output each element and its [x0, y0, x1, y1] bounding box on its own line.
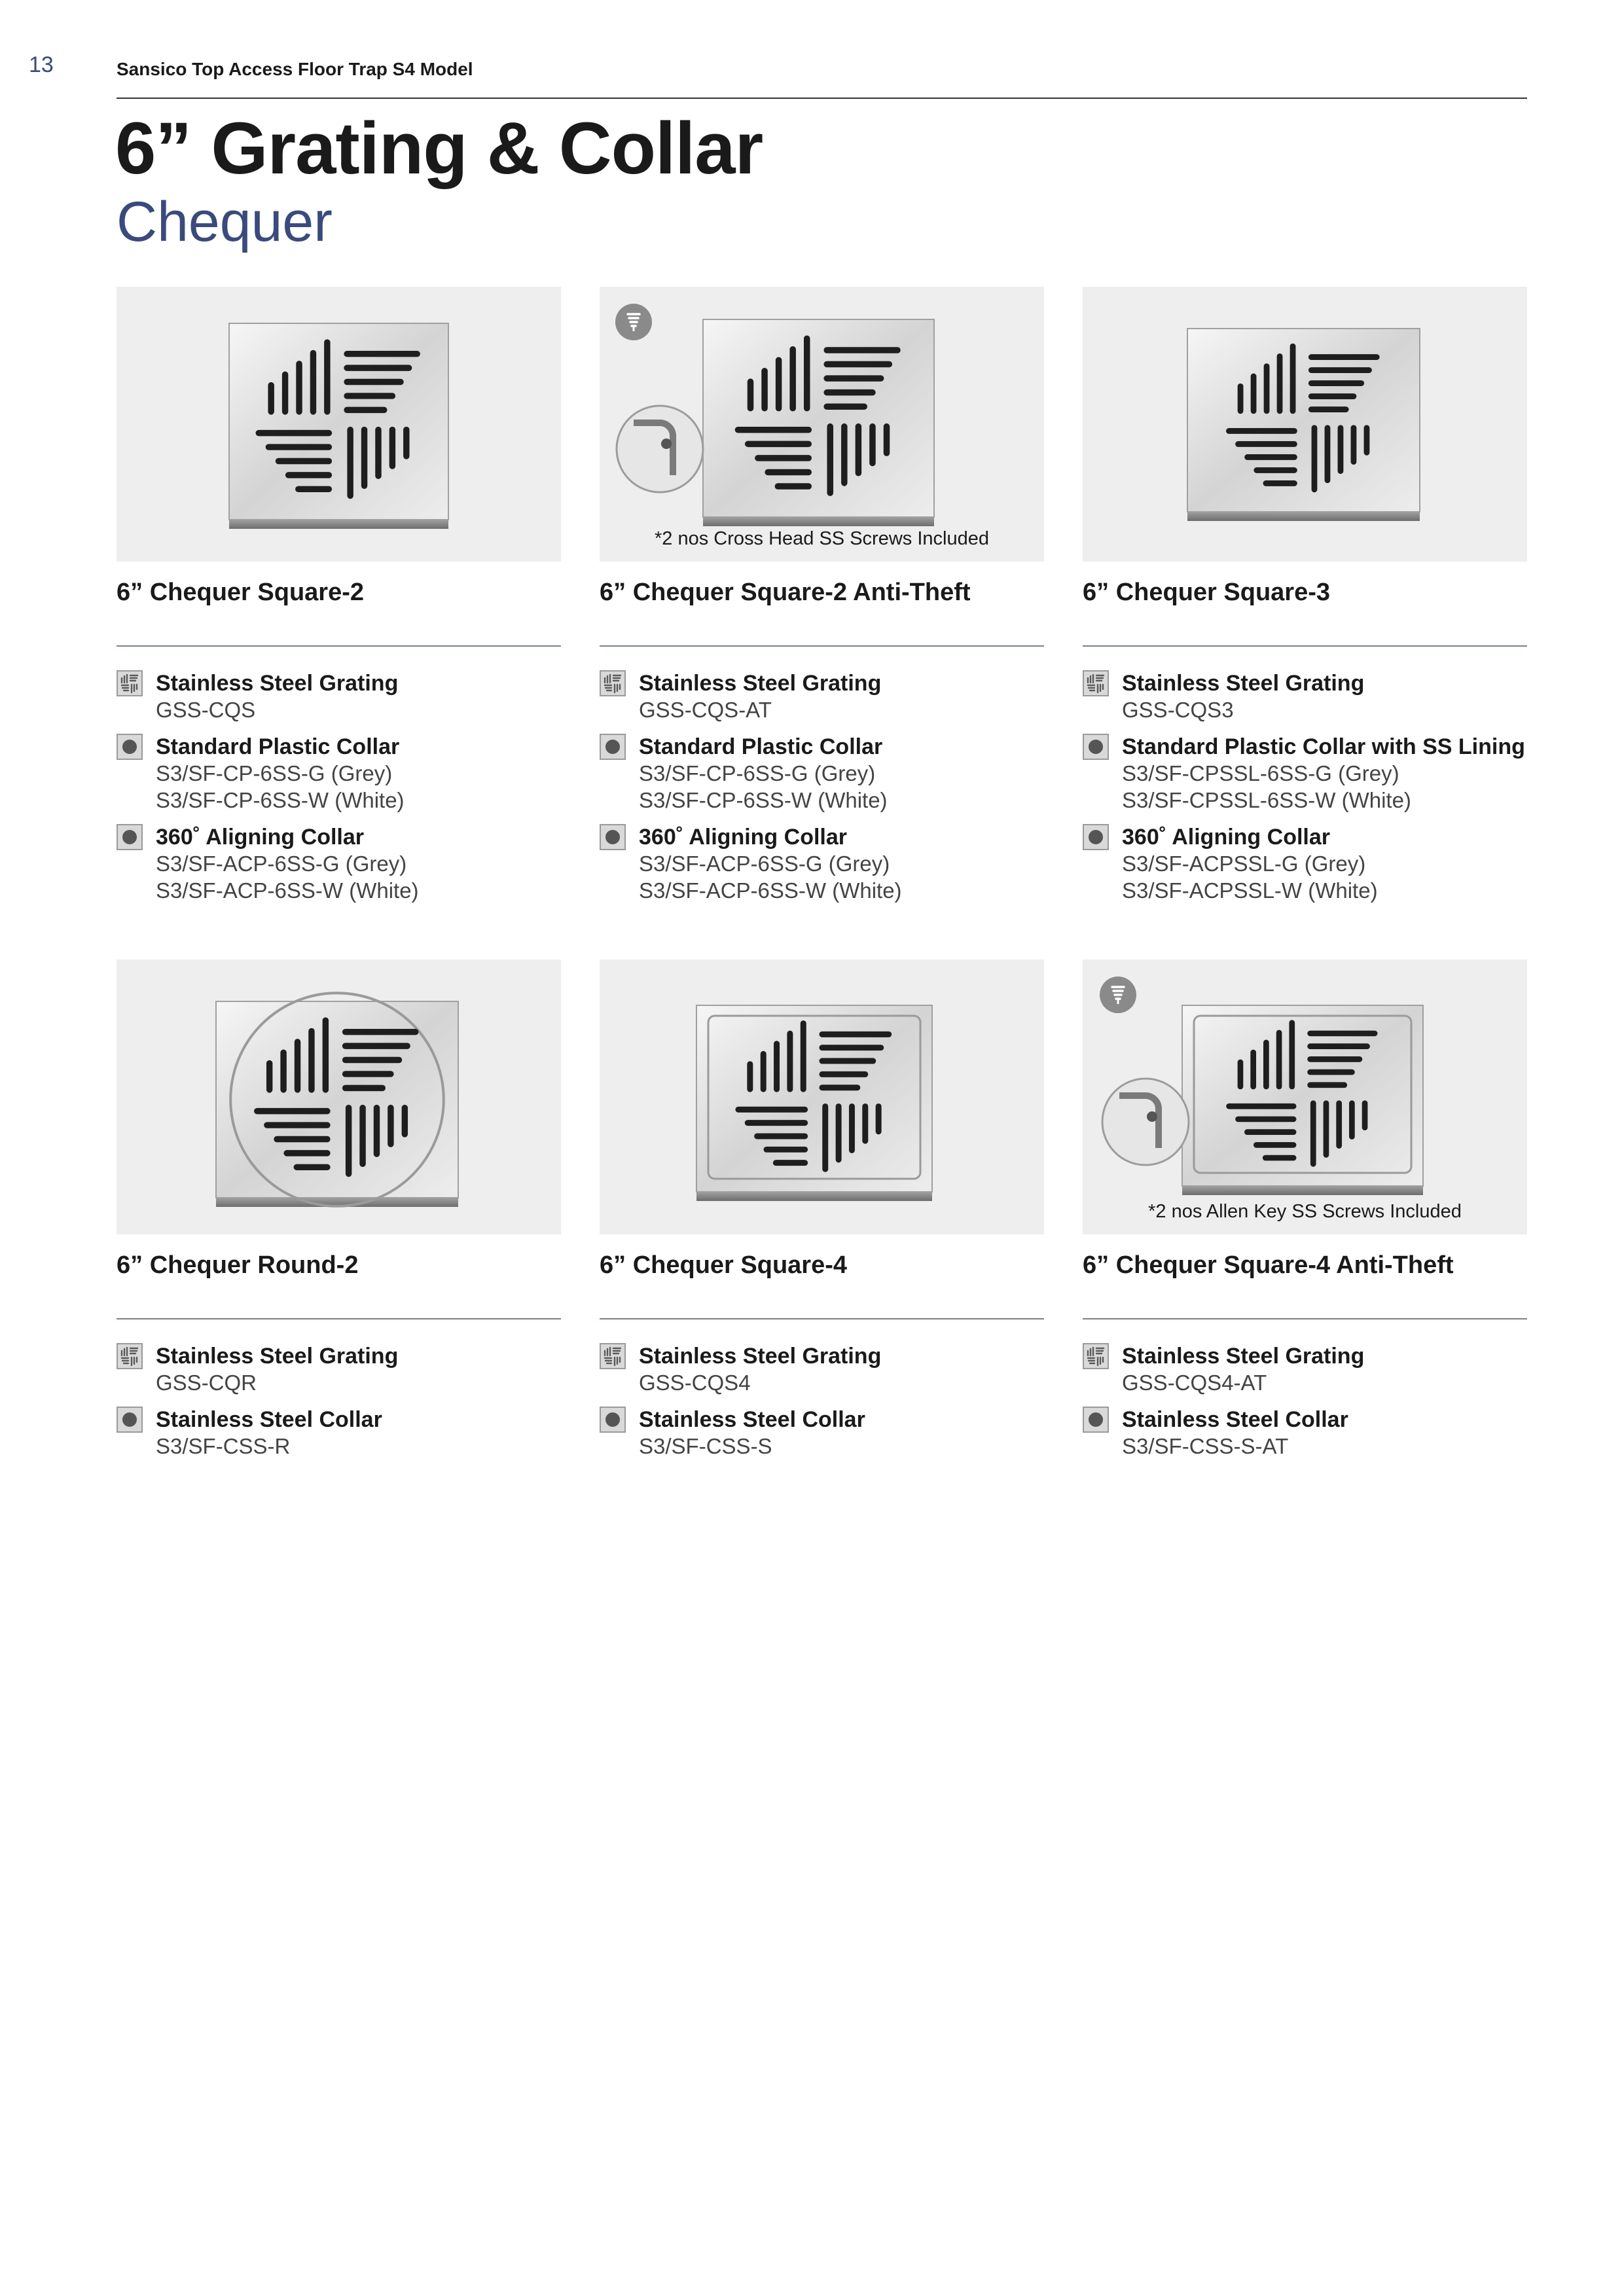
spec-label: 360˚ Aligning Collar — [156, 825, 365, 850]
card-divider — [117, 1318, 561, 1319]
spec-list — [117, 670, 561, 904]
grating-icon — [117, 670, 143, 696]
product-card — [600, 287, 1044, 914]
spec-item — [600, 1343, 1044, 1396]
spec-item — [117, 734, 561, 814]
spec-label: 360˚ Aligning Collar — [639, 825, 848, 850]
spec-code: S3/SF-CP-6SS-G (Grey) — [156, 761, 393, 785]
collar-icon — [600, 1407, 626, 1433]
spec-code: S3/SF-CSS-S — [639, 1434, 772, 1458]
product-name: 6” Chequer Square-2 Anti-Theft — [600, 579, 971, 606]
spec-list — [117, 1343, 561, 1460]
product-photo — [1083, 960, 1527, 1234]
page-subtitle: Chequer — [117, 190, 333, 253]
spec-item — [600, 824, 1044, 904]
spec-code: S3/SF-CPSSL-6SS-W (White) — [1122, 788, 1411, 812]
collar-icon — [117, 824, 143, 850]
product-card — [117, 287, 561, 914]
floor-trap-grating-illustration — [600, 960, 1044, 1234]
spec-list — [1083, 1343, 1527, 1460]
page-title: 6” Grating & Collar — [115, 107, 763, 189]
spec-code: S3/SF-CSS-S-AT — [1122, 1434, 1289, 1458]
spec-item — [1083, 1343, 1527, 1396]
spec-code: S3/SF-CP-6SS-W (White) — [639, 788, 888, 812]
spec-item — [600, 1407, 1044, 1460]
floor-trap-grating-illustration — [600, 287, 1044, 562]
collar-icon — [1083, 1407, 1109, 1433]
collar-icon — [117, 1407, 143, 1433]
spec-label: Stainless Steel Grating — [1122, 671, 1365, 696]
product-name: 6” Chequer Square-4 — [600, 1251, 847, 1279]
product-photo — [600, 960, 1044, 1234]
spec-item — [1083, 824, 1527, 904]
product-name: 6” Chequer Square-4 Anti-Theft — [1083, 1251, 1454, 1279]
collar-icon — [600, 734, 626, 760]
spec-code: S3/SF-ACP-6SS-G (Grey) — [639, 852, 890, 876]
spec-code: GSS-CQS-AT — [639, 698, 772, 722]
product-photo — [117, 287, 561, 562]
spec-label: Standard Plastic Collar — [156, 734, 400, 759]
spec-list — [600, 1343, 1044, 1460]
spec-label: Stainless Steel Collar — [1122, 1407, 1348, 1432]
card-divider — [117, 645, 561, 647]
spec-code: S3/SF-ACP-6SS-W (White) — [639, 878, 902, 903]
spec-label: Stainless Steel Grating — [639, 671, 882, 696]
spec-item — [600, 670, 1044, 723]
spec-item — [1083, 670, 1527, 723]
collar-icon — [1083, 734, 1109, 760]
spec-code: GSS-CQR — [156, 1371, 257, 1395]
running-title: Sansico Top Access Floor Trap S4 Model — [117, 59, 473, 79]
spec-code: S3/SF-CP-6SS-W (White) — [156, 788, 405, 812]
product-photo — [600, 287, 1044, 562]
grating-icon — [1083, 1343, 1109, 1369]
spec-code: GSS-CQS4 — [639, 1371, 751, 1395]
page-number: 13 — [29, 52, 54, 77]
spec-item — [600, 734, 1044, 814]
spec-label: 360˚ Aligning Collar — [1122, 825, 1331, 850]
spec-item — [117, 824, 561, 904]
spec-code: GSS-CQS3 — [1122, 698, 1234, 722]
spec-label: Standard Plastic Collar — [639, 734, 883, 759]
collar-icon — [117, 734, 143, 760]
spec-label: Stainless Steel Collar — [156, 1407, 382, 1432]
spec-label: Stainless Steel Grating — [156, 671, 399, 696]
spec-label: Stainless Steel Grating — [1122, 1344, 1365, 1369]
card-divider — [600, 645, 1044, 647]
spec-code: S3/SF-ACP-6SS-W (White) — [156, 878, 419, 903]
spec-code: S3/SF-CPSSL-6SS-G (Grey) — [1122, 761, 1399, 785]
product-card — [1083, 287, 1527, 914]
spec-label: Stainless Steel Grating — [156, 1344, 399, 1369]
spec-label: Standard Plastic Collar with SS Lining — [1122, 734, 1525, 759]
spec-label: Stainless Steel Collar — [639, 1407, 865, 1432]
floor-trap-grating-illustration — [117, 960, 561, 1234]
floor-trap-grating-illustration — [1083, 287, 1527, 562]
spec-item — [1083, 1407, 1527, 1460]
product-name: 6” Chequer Round-2 — [117, 1251, 359, 1279]
grating-icon — [600, 1343, 626, 1369]
floor-trap-grating-illustration — [117, 287, 561, 562]
spec-code: GSS-CQS — [156, 698, 256, 722]
product-name: 6” Chequer Square-2 — [117, 579, 364, 606]
grating-icon — [117, 1343, 143, 1369]
product-photo — [1083, 287, 1527, 562]
grating-icon — [600, 670, 626, 696]
spec-list — [1083, 670, 1527, 904]
product-note: *2 nos Allen Key SS Screws Included — [1148, 1201, 1462, 1222]
spec-item — [117, 670, 561, 723]
spec-list — [600, 670, 1044, 904]
spec-item — [1083, 734, 1527, 814]
product-photo — [117, 960, 561, 1234]
floor-trap-grating-illustration — [1083, 960, 1527, 1234]
spec-item — [117, 1407, 561, 1460]
spec-code: GSS-CQS4-AT — [1122, 1371, 1267, 1395]
spec-code: S3/SF-CSS-R — [156, 1434, 291, 1458]
grating-icon — [1083, 670, 1109, 696]
product-card — [1083, 960, 1527, 1470]
spec-code: S3/SF-ACP-6SS-G (Grey) — [156, 852, 407, 876]
product-card — [600, 960, 1044, 1470]
product-note: *2 nos Cross Head SS Screws Included — [655, 528, 989, 549]
collar-icon — [1083, 824, 1109, 850]
spec-label: Stainless Steel Grating — [639, 1344, 882, 1369]
collar-icon — [600, 824, 626, 850]
header-rule — [117, 98, 1527, 99]
card-divider — [1083, 645, 1527, 647]
spec-code: S3/SF-ACPSSL-W (White) — [1122, 878, 1378, 903]
spec-item — [117, 1343, 561, 1396]
spec-code: S3/SF-CP-6SS-G (Grey) — [639, 761, 876, 785]
card-divider — [600, 1318, 1044, 1319]
product-card — [117, 960, 561, 1470]
card-divider — [1083, 1318, 1527, 1319]
spec-code: S3/SF-ACPSSL-G (Grey) — [1122, 852, 1366, 876]
product-name: 6” Chequer Square-3 — [1083, 579, 1330, 606]
